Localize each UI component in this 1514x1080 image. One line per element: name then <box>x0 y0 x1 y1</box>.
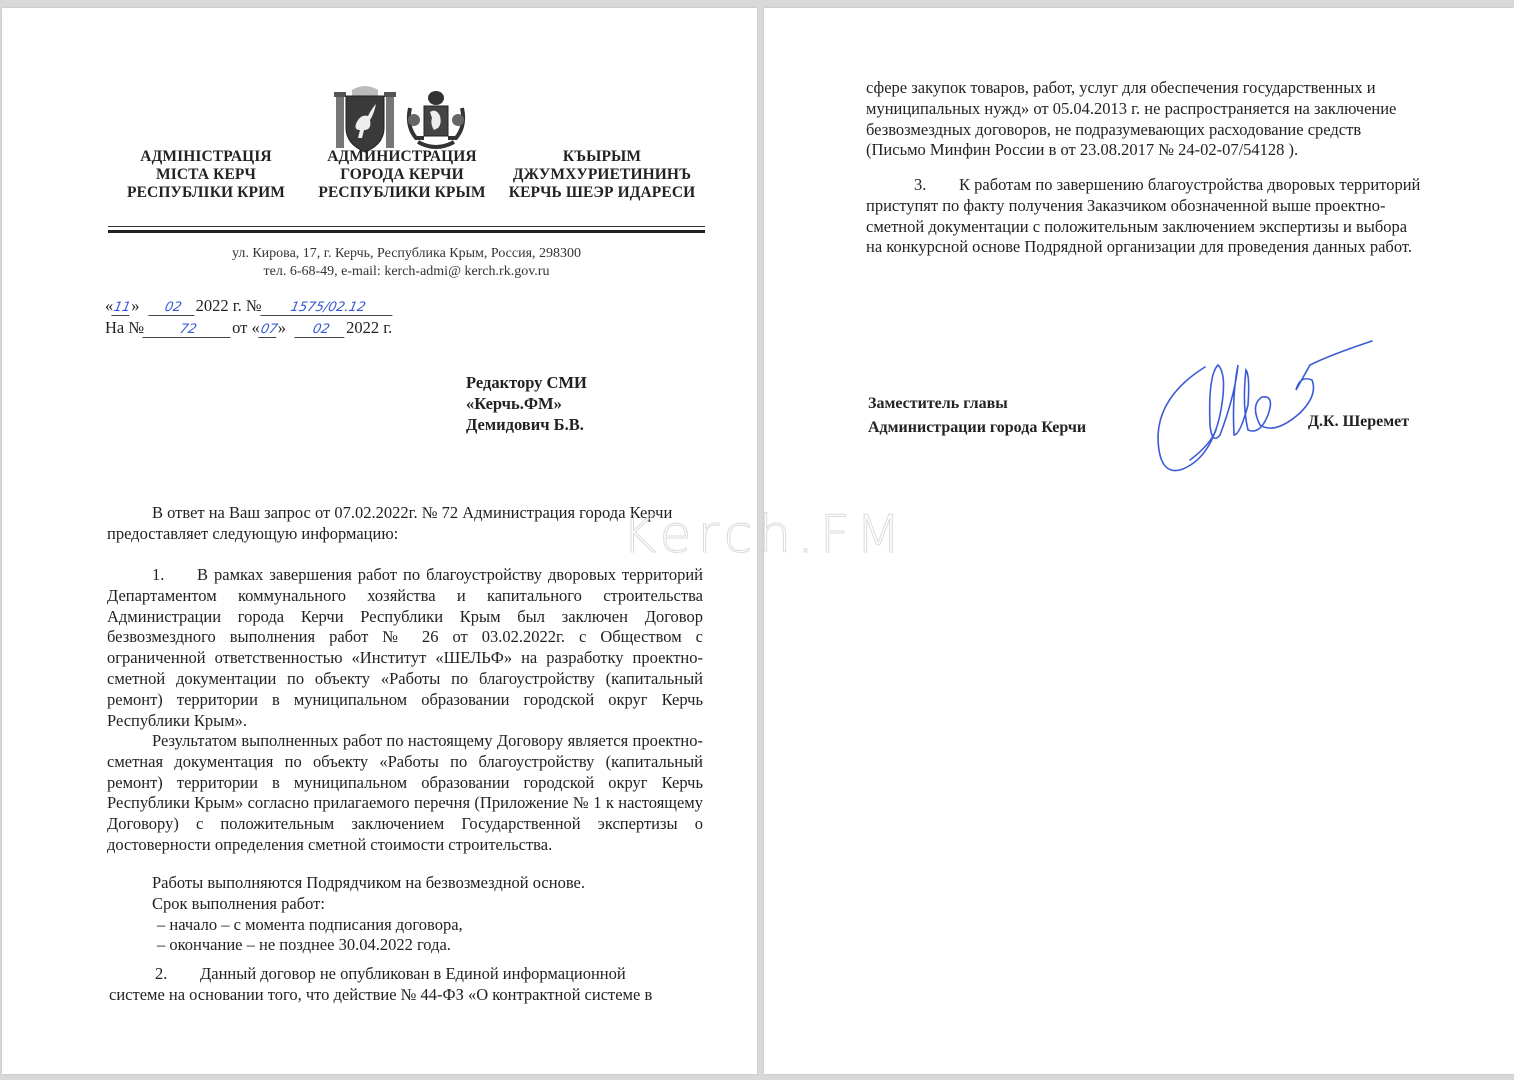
from-label: от « <box>232 318 260 337</box>
item-1-paragraph <box>107 565 703 731</box>
term-end: – окончание – не позднее 30.04.2022 года. <box>157 935 451 955</box>
item-3-line: сметной документации с положительным заключением экспертизы и выбора <box>866 216 1408 236</box>
quote-close: » <box>131 296 140 315</box>
quote-close: » <box>277 318 286 337</box>
result-text: Результатом выполненных работ по настоящему Договору является проектно-сметная документация по объекту «Работы по благоустройству (капитальный ремонт) территории в муниципальном образовании городской округ Керчь Республики Крым» согласно прилагаемого перечня (Приложение № 1 к настоящему Договору) с положительным заключением Государственной экспертизы о достоверности определения сметной стоимости строительства. <box>107 731 703 854</box>
letterhead-divider-thin <box>108 226 705 227</box>
ref-prefix: На № <box>105 318 145 337</box>
item-number: 1. <box>152 565 165 584</box>
continuation-line: безвозмездных договоров, не подразумевающих расходование средств <box>866 119 1362 139</box>
outgoing-registration <box>105 296 394 316</box>
incoming-reference <box>105 318 392 338</box>
handwritten-ref-day: 07 <box>258 322 279 337</box>
letterhead-line: АДМИНИСТРАЦИЯ <box>327 148 477 165</box>
continuation-line: сфере закупок товаров, работ, услуг для обеспечения государственных и <box>866 78 1376 97</box>
handwritten-ref-number: 72 <box>142 322 233 338</box>
continuation-line: (Письмо Минфин России в от 23.08.2017 № 24-02-07/54128 ). <box>866 140 1299 160</box>
year-label: 2022 г. № <box>195 296 262 315</box>
addressee-line: «Керчь.ФМ» <box>466 394 562 413</box>
intro-paragraph <box>107 503 682 545</box>
signatory-title-line: Администрации города Керчи <box>868 419 1087 436</box>
item-number: 3. <box>914 175 927 194</box>
result-paragraph <box>107 731 703 856</box>
item-1-text: В рамках завершения работ по благоустройству дворовых территорий Департаментом коммунального хозяйства и капитального строительства Администрации города Керчи Республики Крым был заключен Договор безвозмездного выполнения работ № 26 от 03.02.2022г. с Обществом с ограниченной ответственностью «Институт «ШЕЛЬФ» на разработку проектно-сметной документации по объекту «Работы по благоустройству (капитальный ремонт) территории в муниципальном образовании городской округ Керчь Республики Крым». <box>107 565 703 730</box>
item-2-line: системе на основании того, что действие № 44-ФЗ «О контрактной системе в <box>109 984 653 1004</box>
addressee-line: Редактору СМИ <box>466 373 587 392</box>
item-2-continuation <box>866 78 1466 161</box>
quote-open: « <box>105 296 114 315</box>
letterhead-russian <box>314 148 490 202</box>
signatory-title <box>868 392 1086 440</box>
intro-text: В ответ на Ваш запрос от 07.02.2022г. № 72 Администрация города Керчи предоставляет следующую информацию: <box>107 503 673 543</box>
year-label: 2022 г. <box>346 318 393 337</box>
letterhead-line: РЕСПУБЛИКИ КРЫМ <box>318 184 486 201</box>
handwritten-ref-month: 02 <box>294 322 347 338</box>
item-3-line: приступят по факту получения Заказчиком обозначенной выше проектно- <box>866 195 1386 215</box>
watermark: Kerch.FM <box>622 505 907 565</box>
handwritten-signature-icon <box>1150 335 1380 480</box>
handwritten-day: 11 <box>112 300 133 315</box>
letterhead-line: КЪЫРЫМ <box>562 148 642 165</box>
crimea-coat-of-arms-icon <box>334 86 396 154</box>
item-2-paragraph <box>107 964 703 1006</box>
letterhead-line: РЕСПУБЛІКИ КРИМ <box>127 184 285 201</box>
letterhead-line: КЕРЧЬ ШЕЭР ИДАРЕСИ <box>508 184 696 201</box>
free-basis-text: Работы выполняются Подрядчиком на безвозмездной основе. <box>152 873 585 892</box>
letterhead-ukrainian <box>120 148 292 202</box>
term-title: Срок выполнения работ: <box>152 893 325 913</box>
terms-block <box>152 873 712 956</box>
signatory-name: Д.К. Шеремет <box>1308 413 1410 430</box>
kerch-coat-of-arms-icon <box>404 88 468 152</box>
letterhead-line: ДЖУМХУРИЕТИНИНЪ <box>512 166 692 183</box>
letterhead-line: АДМІНІСТРАЦІЯ <box>140 148 272 165</box>
letterhead-line: МІСТА КЕРЧ <box>156 166 256 183</box>
letterhead-divider-thick <box>108 230 705 233</box>
handwritten-reg-number: 1575/02.12 <box>260 300 395 316</box>
addressee-block <box>466 372 587 435</box>
item-3-line: К работам по завершению благоустройства дворовых территорий <box>959 175 1421 194</box>
addressee-line: Демидович Б.В. <box>466 415 584 434</box>
continuation-line: муниципальных нужд» от 05.04.2013 г. не распространяется на заключение <box>866 98 1397 118</box>
letterhead-crimean-tatar <box>505 148 699 202</box>
signatory-title-line: Заместитель главы <box>868 395 1008 412</box>
letterhead-line: ГОРОДА КЕРЧИ <box>340 166 464 183</box>
item-number: 2. <box>155 964 168 983</box>
handwritten-month: 02 <box>148 300 197 316</box>
letterhead-contacts: тел. 6-68-49, e-mail: kerch-admi@ kerch.rk.gov.ru <box>263 264 550 279</box>
item-3-line: на конкурсной основе Подрядной организации для проведения данных работ. <box>866 237 1412 257</box>
item-2-line: Данный договор не опубликован в Единой информационной <box>200 964 626 983</box>
item-3-paragraph <box>866 175 1466 258</box>
letterhead-address: ул. Кирова, 17, г. Керчь, Республика Крым, Россия, 298300 <box>231 246 582 261</box>
term-start: – начало – с момента подписания договора, <box>157 914 463 934</box>
